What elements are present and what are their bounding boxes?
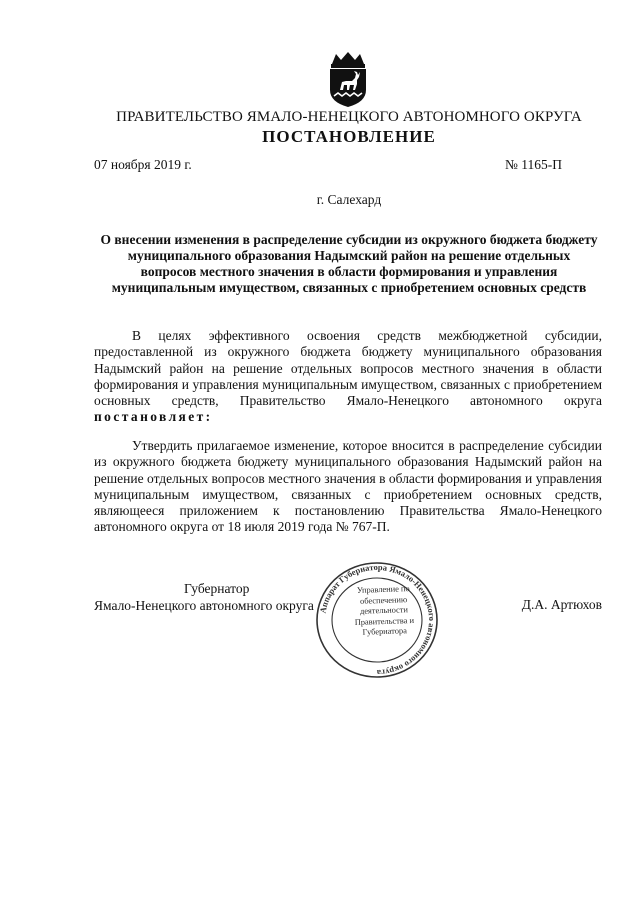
document-type: ПОСТАНОВЛЕНИЕ — [262, 127, 436, 146]
document-subject: О внесении изменения в распределение субсидии из окружного бюджета бюджету муниципального образования Надымский район на решение отдельных вопросов местного значения в области формирования и управления муниципальным имуществом, связанных с приобретением основных средств — [100, 232, 598, 295]
document-number: № 1165-П — [505, 157, 562, 172]
stamp-ring-text: Аппарат Губернатора Ямало-Ненецкого автономного округа — [317, 561, 438, 679]
coat-of-arms-icon — [324, 50, 372, 108]
stamp-inner-text: Управление по обеспечению деятельности Правительства и Губернатора — [354, 584, 415, 638]
body-paragraph-1 — [94, 328, 602, 426]
body-paragraph-2: Утвердить прилагаемое изменение, которое вносится в распределение субсидии из окружного бюджета бюджету муниципального образования Надымский район на решение отдельных вопросов местного значения в области формирования и управления муниципальным имуществом, связанных с приобретением основных средств, являющееся приложением к постановлению Правительства Ямало-Ненецкого автономного округа от 18 июля 2019 года № 767-П. — [94, 438, 602, 535]
resolution-verb: постановляет: — [94, 409, 213, 425]
government-title: ПРАВИТЕЛЬСТВО ЯМАЛО-НЕНЕЦКОГО АВТОНОМНОГО ОКРУГА — [116, 109, 582, 125]
document-city: г. Салехард — [316, 192, 382, 207]
signatory-position — [94, 580, 324, 614]
body-paragraph-1-text: В целях эффективного освоения средств межбюджетной субсидии, предоставленной из окружного бюджета бюджету муниципального образования Надымский район на решение отдельных вопросов местного значения в области формирования и управления муниципальным имуществом, связанных с приобретением основных средств, Правительство Ямало-Ненецкого автономного округа — [94, 328, 602, 409]
signatory-name: Д.А. Артюхов — [521, 597, 602, 612]
signatory-title: Губернатор — [184, 581, 250, 596]
document-date: 07 ноября 2019 г. — [94, 157, 192, 172]
signatory-region: Ямало-Ненецкого автономного округа — [94, 598, 314, 613]
